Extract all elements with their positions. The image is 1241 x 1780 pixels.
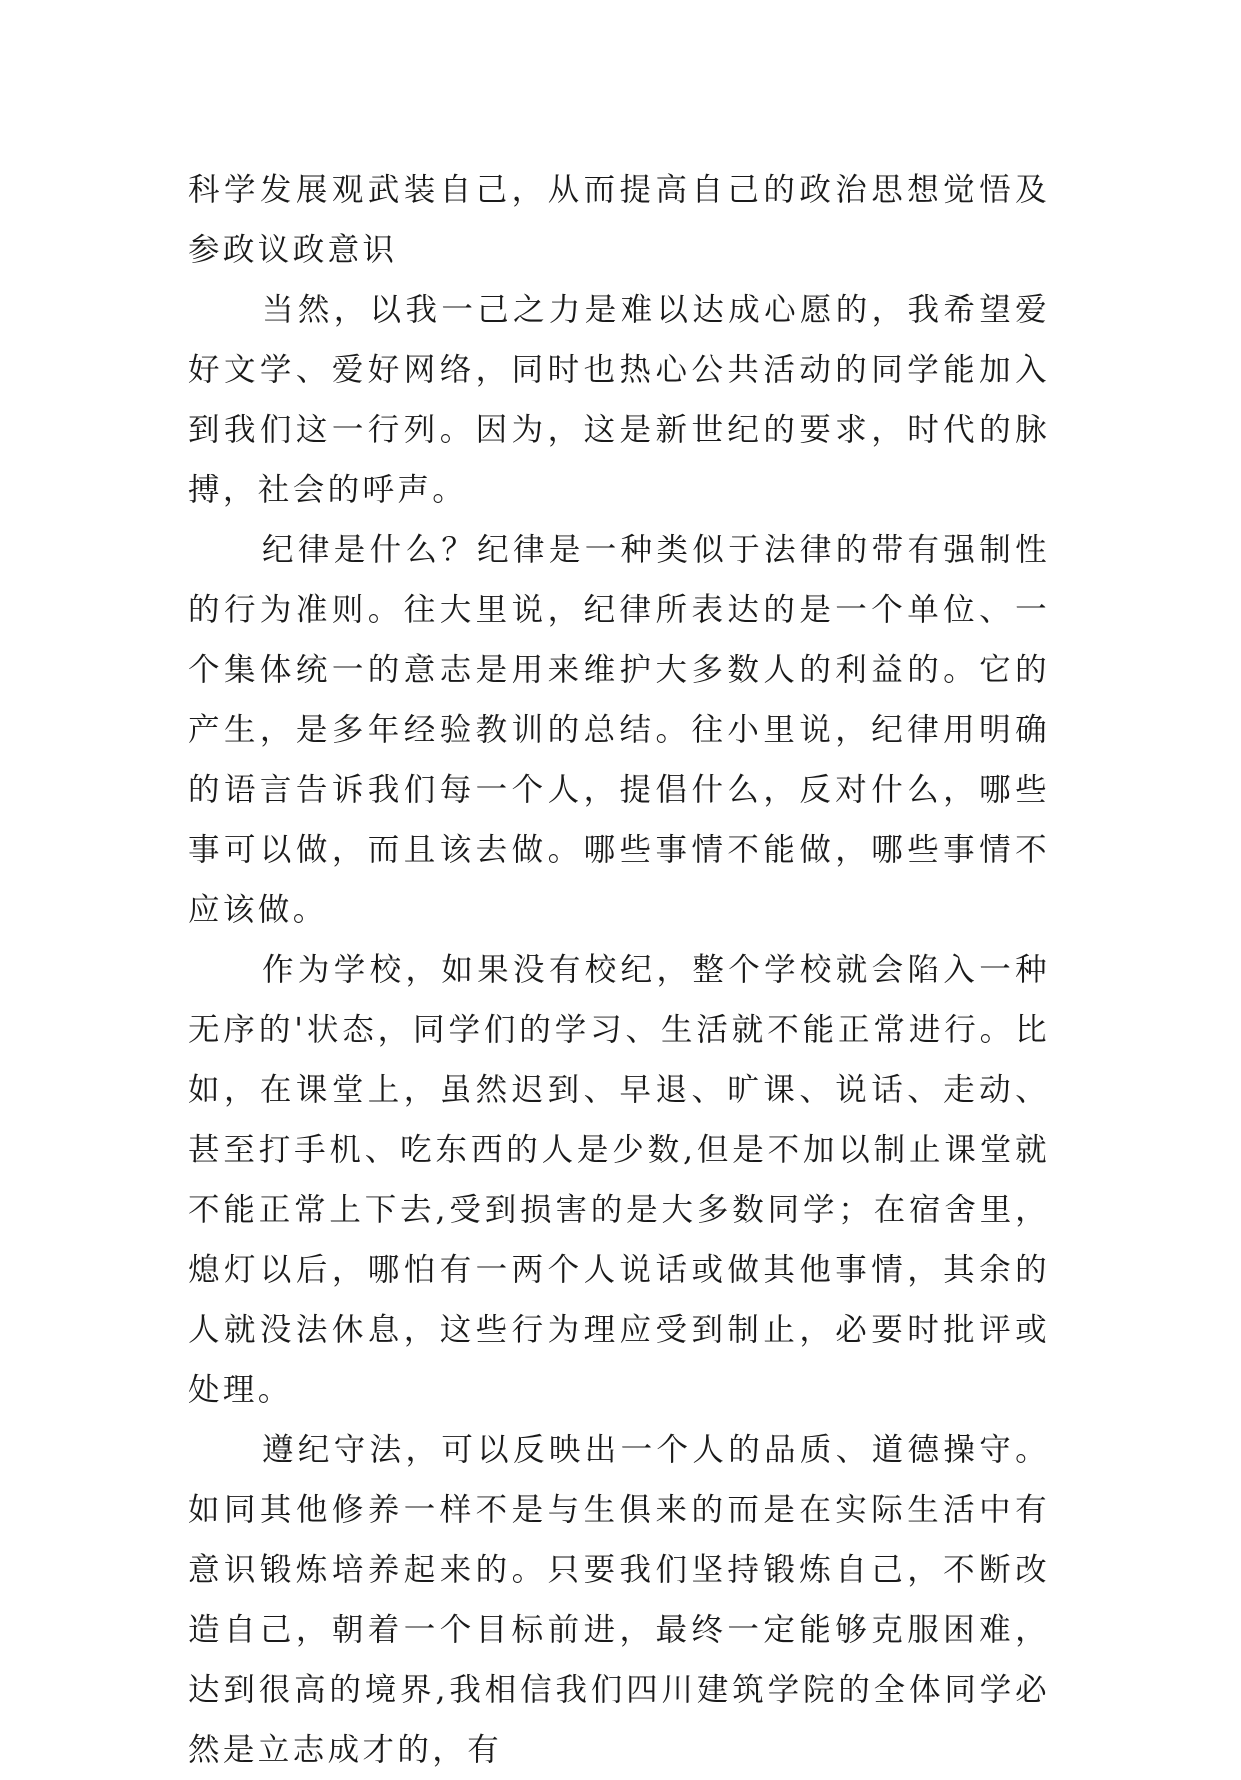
paragraph: 纪律是什么？纪律是一种类似于法律的带有强制性的行为准则。往大里说，纪律所表达的是一个单位、一个集体统一的意志是用来维护大多数人的利益的。它的产生，是多年经验教训的总结。往小里说，纪律用明确的语言告诉我们每一个人，提倡什么，反对什么，哪些事可以做，而且该去做。哪些事情不能做，哪些事情不应该做。 xyxy=(188,532,1050,928)
document-body xyxy=(188,160,1050,1780)
paragraph: 科学发展观武装自己，从而提高自己的政治思想觉悟及参政议政意识 xyxy=(188,172,1050,268)
paragraph: 遵纪守法，可以反映出一个人的品质、道德操守。如同其他修养一样不是与生俱来的而是在实际生活中有意识锻炼培养起来的。只要我们坚持锻炼自己，不断改造自己，朝着一个目标前进，最终一定能够克服困难，达到很高的境界,我相信我们四川建筑学院的全体同学必然是立志成才的，有 xyxy=(188,1432,1050,1768)
paragraph: 当然，以我一己之力是难以达成心愿的，我希望爱好文学、爱好网络，同时也热心公共活动的同学能加入到我们这一行列。因为，这是新世纪的要求，时代的脉搏，社会的呼声。 xyxy=(188,292,1050,508)
paragraph: 作为学校，如果没有校纪，整个学校就会陷入一种无序的'状态，同学们的学习、生活就不能正常进行。比如，在课堂上，虽然迟到、早退、旷课、说话、走动、甚至打手机、吃东西的人是少数,但是不加以制止课堂就不能正常上下去,受到损害的是大多数同学；在宿舍里，熄灯以后，哪怕有一两个人说话或做其他事情，其余的人就没法休息，这些行为理应受到制止，必要时批评或处理。 xyxy=(188,952,1050,1408)
